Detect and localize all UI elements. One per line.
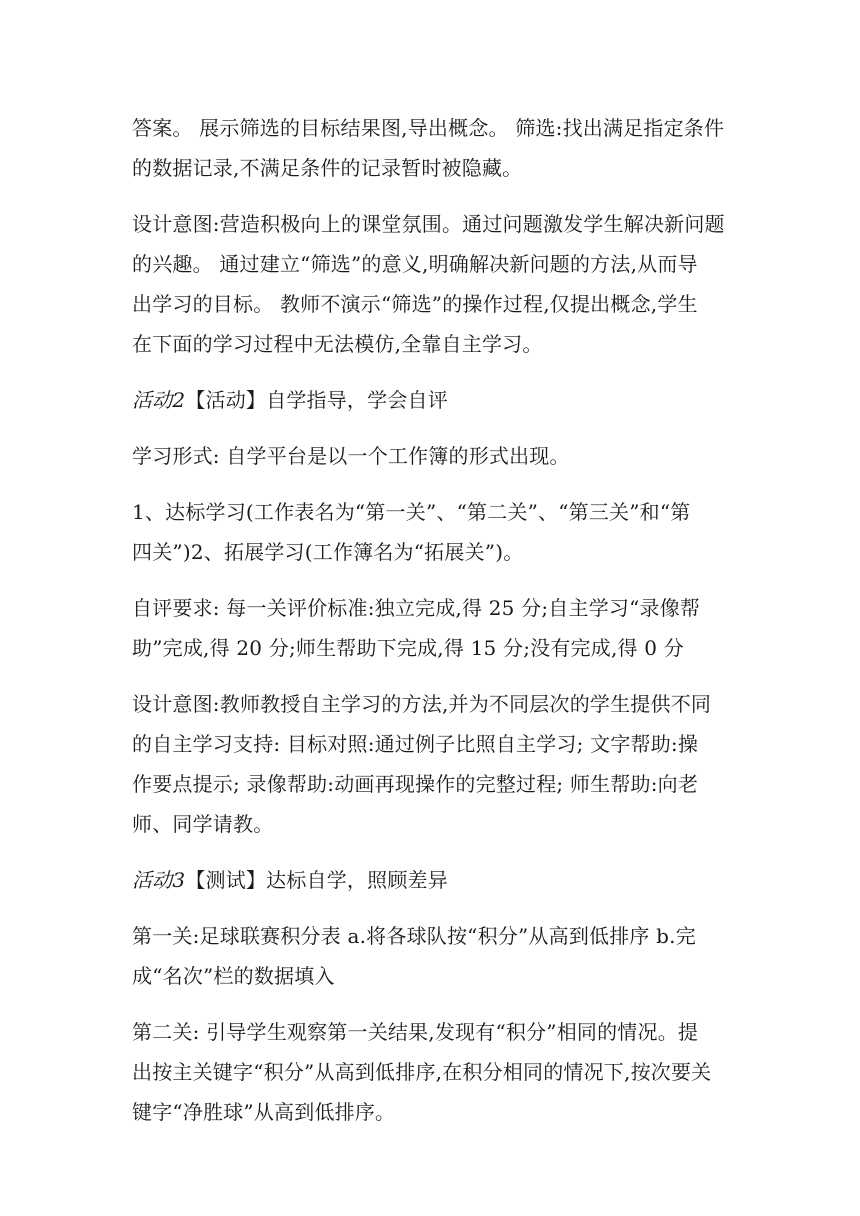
text-line: 助”完成,得 20 分;师生帮助下完成,得 15 分;没有完成,得 0 分 <box>132 636 684 660</box>
paragraph-self-evaluation <box>132 588 732 668</box>
paragraph-learning-levels <box>132 492 732 572</box>
text-line: 设计意图:教师教授自主学习的方法,并为不同层次的学生提供不同 <box>132 692 712 716</box>
text-line: 出学习的目标。 教师不演示“筛选”的操作过程,仅提出概念,学生 <box>132 292 698 316</box>
activity-3-heading <box>132 860 732 900</box>
text-line: 的自主学习支持: 目标对照:通过例子比照自主学习; 文字帮助:操 <box>132 732 699 756</box>
text-line: 第二关: 引导学生观察第一关结果,发现有“积分”相同的情况。提 <box>132 1020 699 1044</box>
activity-title: 【测试】达标自学，照顾差异 <box>185 868 448 892</box>
text-line: 第一关:足球联赛积分表 a.将各球队按“积分”从高到低排序 b.完 <box>132 924 696 948</box>
text-line: 1、达标学习(工作表名为“第一关”、“第二关”、“第三关”和“第 <box>132 500 691 524</box>
paragraph-design-intent-1 <box>132 204 732 364</box>
text-line: 四关”)2、拓展学习(工作簿名为“拓展关”)。 <box>132 540 524 564</box>
text-line: 设计意图:营造积极向上的课堂氛围。通过问题激发学生解决新问题 <box>132 212 725 236</box>
paragraph-level-1 <box>132 916 732 996</box>
activity-number: 活动2 <box>132 388 186 412</box>
paragraph-learning-form <box>132 436 732 476</box>
text-line: 在下面的学习过程中无法模仿,全靠自主学习。 <box>132 332 543 356</box>
activity-2-heading <box>132 380 732 420</box>
paragraph-level-2 <box>132 1012 732 1132</box>
activity-title: 【活动】自学指导，学会自评 <box>185 388 448 412</box>
text-line: 作要点提示; 录像帮助:动画再现操作的完整过程; 师生帮助:向老 <box>132 772 699 796</box>
text-line: 自评要求: 每一关评价标准:独立完成,得 25 分;自主学习“录像帮 <box>132 596 701 620</box>
text-line: 答案。 展示筛选的目标结果图,导出概念。 筛选:找出满足指定条件 <box>132 116 725 140</box>
text-line: 出按主关键字“积分”从高到低排序,在积分相同的情况下,按次要关 <box>132 1060 712 1084</box>
text-line: 成“名次”栏的数据填入 <box>132 964 335 988</box>
paragraph-design-intent-2 <box>132 684 732 844</box>
paragraph-intro <box>132 108 732 188</box>
document-body <box>132 108 732 1148</box>
text-line: 学习形式: 自学平台是以一个工作簿的形式出现。 <box>132 444 570 468</box>
text-line: 键字“净胜球”从高到低排序。 <box>132 1100 396 1124</box>
text-line: 师、同学请教。 <box>132 812 274 836</box>
text-line: 的兴趣。 通过建立“筛选”的意义,明确解决新问题的方法,从而导 <box>132 252 698 276</box>
activity-number: 活动3 <box>132 868 186 892</box>
text-line: 的数据记录,不满足条件的记录暂时被隐藏。 <box>132 156 523 180</box>
